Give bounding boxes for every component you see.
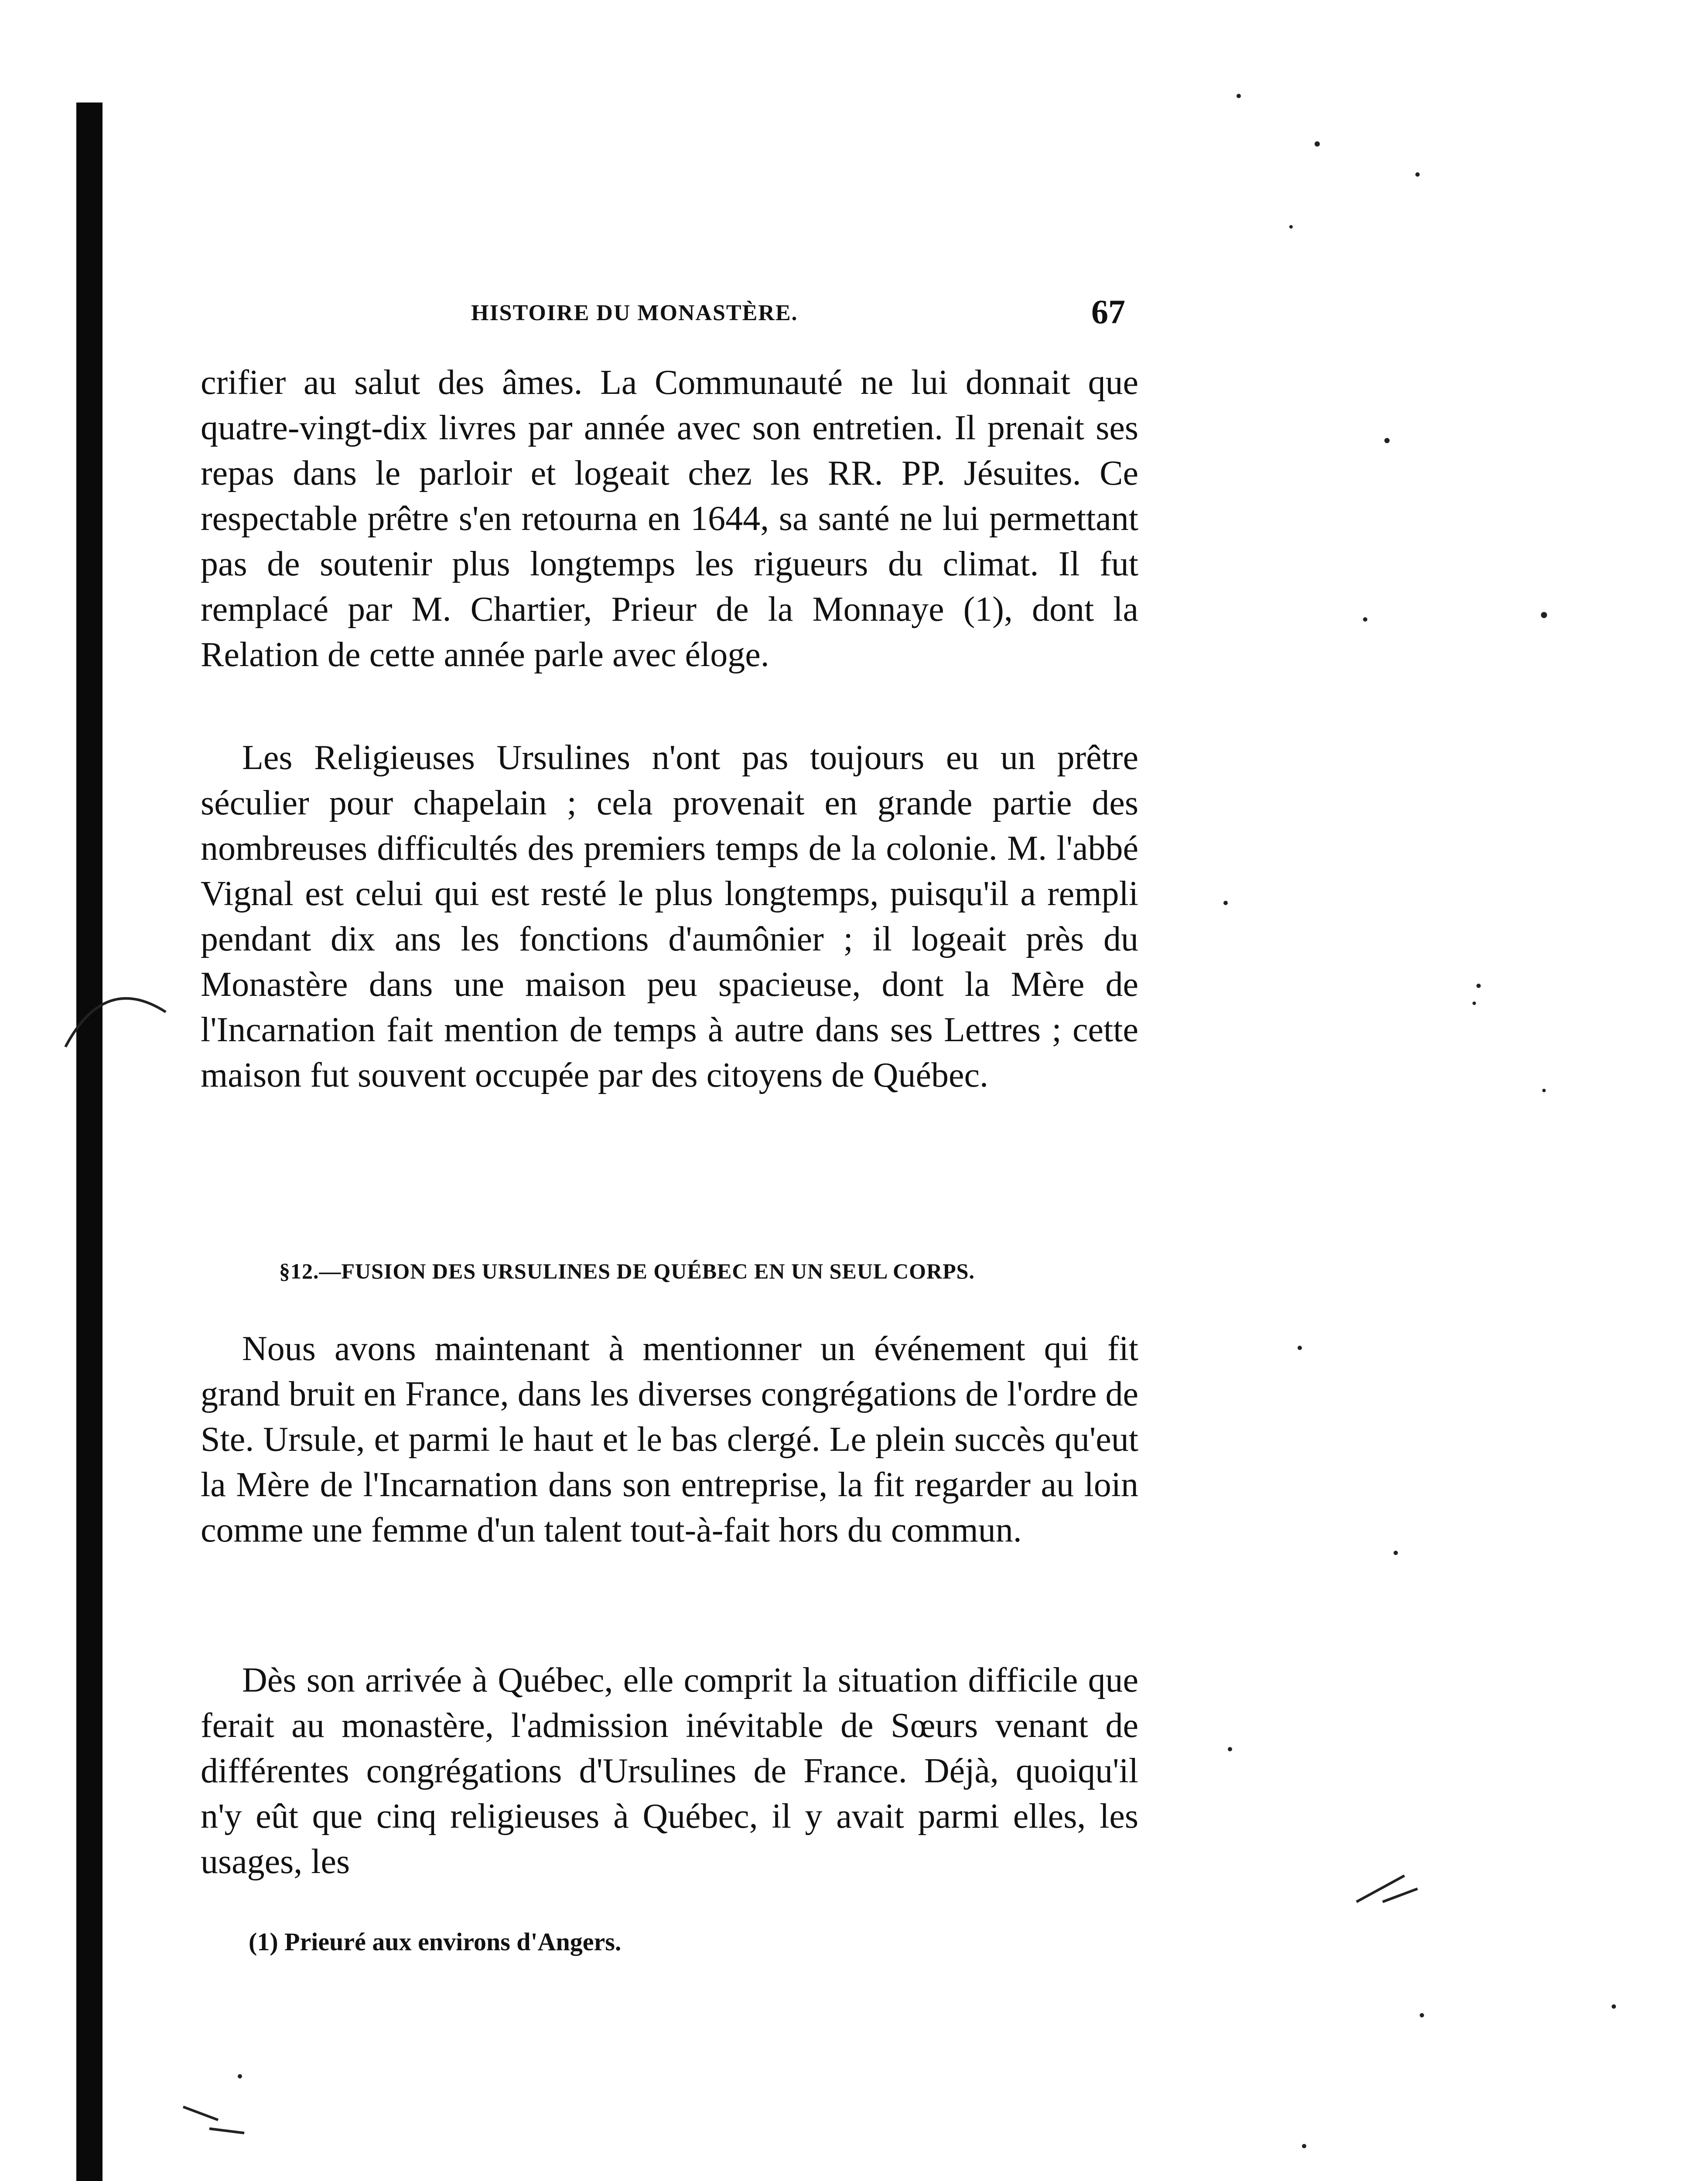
paragraph-text: Dès son arrivée à Québec, elle comprit la situation difficile que ferait au monastère, l'admission inévitable de Sœurs venant de différentes congrégations d'Ursulines de France. Déjà, quoiqu'il n'y eût que cinq religieuses à Québec, il y avait parmi elles, les usages, les — [201, 1661, 1138, 1881]
paragraph-text: crifier au salut des âmes. La Communauté ne lui donnait que quatre-vingt-dix livres par année avec son entretien. Il prenait ses repas dans le parloir et logeait chez les RR. PP. Jésuites. Ce respectable prêtre s'en retourna en 1644, sa santé ne lui permettant pas de soutenir plus longtemps les rigueurs du climat. Il fut remplacé par M. Chartier, Prieur de la Monnaye (1), dont la Relation de cette année parle avec éloge. — [201, 363, 1138, 674]
running-title: HISTOIRE DU MONASTÈRE. — [471, 301, 798, 325]
paragraph-text: Les Religieuses Ursulines n'ont pas toujours eu un prêtre séculier pour chapelain ; cela provenait en grande partie des nombreuses difficultés des premiers temps de la colonie. M. l'abbé Vignal est celui qui est resté le plus longtemps, puisqu'il a rempli pendant dix ans les fonctions d'aumônier ; il logeait près du Monastère dans une maison peu spacieuse, dont la Mère de l'Incarnation fait mention de temps à autre dans ses Lettres ; cette maison fut souvent occupée par des citoyens de Québec. — [201, 738, 1138, 1094]
page-number: 67 — [1091, 293, 1125, 331]
paragraph-text: Nous avons maintenant à mentionner un événement qui fit grand bruit en France, dans les diverses congrégations de l'ordre de Ste. Ursule, et parmi le haut et le bas clergé. Le plein succès qu'eut la Mère de l'Incarnation dans son entreprise, la fit regarder au loin comme une femme d'un talent tout-à-fait hors du commun. — [201, 1330, 1138, 1549]
section-heading: §12.—FUSION DES URSULINES DE QUÉBEC EN UN SEUL CORPS. — [279, 1259, 975, 1283]
footnote: (1) Prieuré aux environs d'Angers. — [249, 1928, 622, 1956]
